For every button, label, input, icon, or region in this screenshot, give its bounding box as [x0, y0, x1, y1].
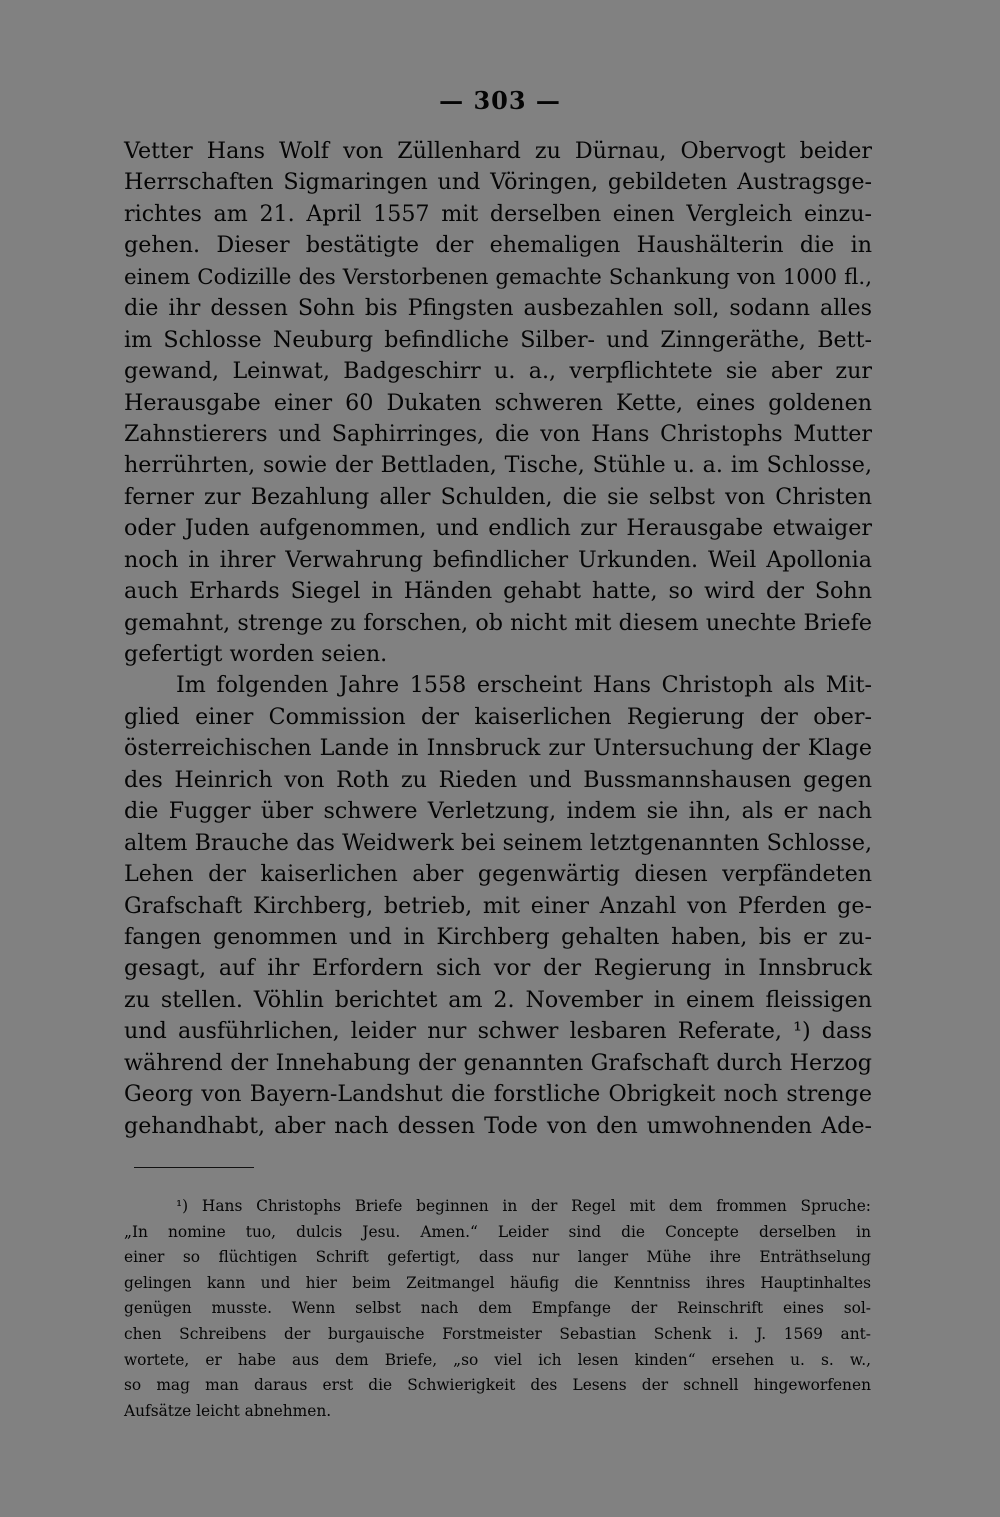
footnote-line: ¹) Hans Christophs Briefe beginnen in der Regel mit dem frommen Spruche: — [176, 1197, 871, 1215]
footnote-line: so mag man daraus erst die Schwierigkeit des Lesens der schnell hingeworfenen — [124, 1376, 871, 1395]
text-line: während der Innehabung der genannten Grafschaft durch Herzog — [124, 1049, 872, 1076]
text-line: die Fugger über schwere Verletzung, indem sie ihn, als er nach — [124, 798, 872, 825]
footnote-line: einer so flüchtigen Schrift gefertigt, dass nur langer Mühe ihre Enträthselung — [124, 1248, 871, 1267]
text-line: und ausführlichen, leider nur schwer lesbaren Referate, ¹) dass — [124, 1018, 872, 1045]
text-line: Vetter Hans Wolf von Züllenhard zu Dürnau, Obervogt beider — [124, 138, 872, 164]
text-line: gefertigt worden seien. — [124, 641, 388, 667]
text-line: die ihr dessen Sohn bis Pfingsten ausbezahlen soll, sodann alles — [124, 295, 872, 322]
footnote-line: Aufsätze leicht abnehmen. — [124, 1401, 332, 1420]
text-line: zu stellen. Vöhlin berichtet am 2. November in einem fleissigen — [124, 986, 872, 1013]
text-line: oder Juden aufgenommen, und endlich zur Herausgabe etwaiger — [124, 515, 872, 542]
page-number: — 303 — — [439, 86, 561, 115]
text-line: ferner zur Bezahlung aller Schulden, die sie selbst von Christen — [124, 483, 872, 510]
text-line: herrührten, sowie der Bettladen, Tische, Stühle u. a. im Schlosse, — [124, 452, 872, 479]
text-line: Georg von Bayern-Landshut die forstliche Obrigkeit noch strenge — [124, 1081, 872, 1108]
footnote-line: genügen musste. Wenn selbst nach dem Empfange der Reinschrift eines sol- — [124, 1299, 871, 1318]
text-line: gehen. Dieser bestätigte der ehemaligen Haushälterin die in — [124, 232, 872, 259]
footnote-line: „In nomine tuo, dulcis Jesu. Amen.“ Leider sind die Concepte derselben in — [124, 1222, 871, 1241]
text-line: Herausgabe einer 60 Dukaten schweren Kette, eines goldenen — [124, 389, 872, 416]
footnote-divider — [134, 1167, 254, 1168]
body-text — [124, 136, 872, 1142]
text-line: noch in ihrer Verwahrung befindlicher Urkunden. Weil Apollonia — [124, 546, 872, 573]
paragraph-start-line: Im folgenden Jahre 1558 erscheint Hans Christoph als Mit- — [176, 672, 872, 699]
text-line: Zahnstierers und Saphirringes, die von Hans Christophs Mutter — [124, 420, 872, 447]
text-line: auch Erhards Siegel in Händen gehabt hatte, so wird der Sohn — [124, 578, 872, 605]
text-line: im Schlosse Neuburg befindliche Silber- und Zinngeräthe, Bett- — [124, 326, 872, 353]
text-line: des Heinrich von Roth zu Rieden und Bussmannshausen gegen — [124, 766, 872, 793]
text-line: altem Brauche das Weidwerk bei seinem letztgenannten Schlosse, — [124, 829, 872, 856]
text-line: Lehen der kaiserlichen aber gegenwärtig diesen verpfändeten — [124, 861, 872, 888]
footnote-line: chen Schreibens der burgauische Forstmeister Sebastian Schenk i. J. 1569 ant- — [124, 1324, 871, 1343]
text-line: richtes am 21. April 1557 mit derselben einen Vergleich einzu- — [124, 200, 872, 227]
text-line: Grafschaft Kirchberg, betrieb, mit einer Anzahl von Pferden ge- — [124, 892, 872, 919]
text-line: glied einer Commission der kaiserlichen Regierung der ober- — [124, 703, 872, 730]
text-line: einem Codizille des Verstorbenen gemachte Schankung von 1000 fl., — [124, 264, 872, 290]
footnote — [124, 1194, 871, 1424]
text-line: gewand, Leinwat, Badgeschirr u. a., verpflichtete sie aber zur — [124, 358, 872, 385]
text-line: gehandhabt, aber nach dessen Tode von den umwohnenden Ade- — [124, 1112, 872, 1139]
text-line: fangen genommen und in Kirchberg gehalten haben, bis er zu- — [124, 923, 872, 950]
footnote-line: wortete, er habe aus dem Briefe, „so viel ich lesen kinden“ ersehen u. s. w., — [124, 1350, 871, 1369]
text-line: gesagt, auf ihr Erfordern sich vor der Regierung in Innsbruck — [124, 955, 872, 982]
text-line: österreichischen Lande in Innsbruck zur Untersuchung der Klage — [124, 735, 872, 762]
footnote-line: gelingen kann und hier beim Zeitmangel häufig die Kenntniss ihres Hauptinhaltes — [124, 1273, 871, 1292]
text-line: Herrschaften Sigmaringen und Vöringen, gebildeten Austragsge- — [124, 169, 872, 196]
text-line: gemahnt, strenge zu forschen, ob nicht mit diesem unechte Briefe — [124, 609, 872, 636]
